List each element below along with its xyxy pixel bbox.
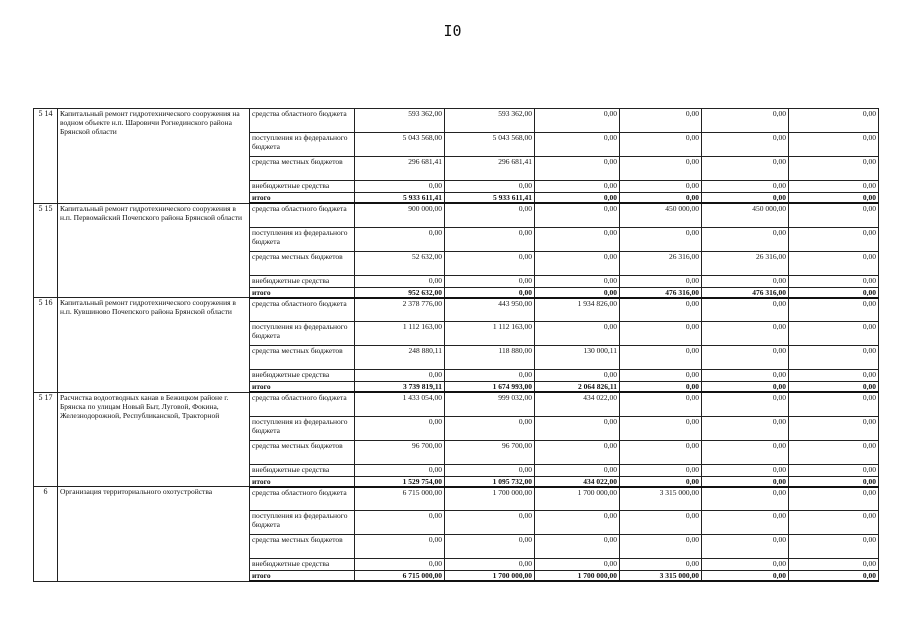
amount-cell: 1 112 163,00 bbox=[355, 322, 445, 346]
item-name: Расчистка водоотводных канав в Бежицком районе г. Брянска по улицам Новый Быт, Луговой, Фокина, Железнодорожной, Республиканской, Тракторной bbox=[58, 392, 250, 487]
amount-cell: 1 529 754,00 bbox=[355, 476, 445, 487]
amount-cell: 450 000,00 bbox=[620, 203, 702, 227]
amount-cell: 900 000,00 bbox=[355, 203, 445, 227]
amount-cell: 0,00 bbox=[620, 440, 702, 464]
item-number: 5 15 bbox=[34, 203, 58, 298]
amount-cell: 1 112 163,00 bbox=[445, 322, 535, 346]
amount-cell: 0,00 bbox=[789, 535, 879, 559]
amount-cell: 1 700 000,00 bbox=[535, 571, 620, 582]
funding-source: поступления из федерального бюджета bbox=[250, 133, 355, 157]
funding-source: внебюджетные средства bbox=[250, 464, 355, 476]
amount-cell: 0,00 bbox=[702, 382, 789, 393]
amount-cell: 0,00 bbox=[702, 487, 789, 511]
amount-cell: 0,00 bbox=[789, 464, 879, 476]
budget-table bbox=[33, 108, 879, 582]
funding-source: средства областного бюджета bbox=[250, 203, 355, 227]
amount-cell: 0,00 bbox=[789, 392, 879, 416]
amount-cell: 0,00 bbox=[620, 416, 702, 440]
amount-cell: 0,00 bbox=[535, 322, 620, 346]
amount-cell: 0,00 bbox=[789, 275, 879, 287]
amount-cell: 0,00 bbox=[789, 476, 879, 487]
item-number: 5 14 bbox=[34, 109, 58, 204]
amount-cell: 0,00 bbox=[355, 370, 445, 382]
amount-cell: 3 739 819,11 bbox=[355, 382, 445, 393]
amount-cell: 0,00 bbox=[445, 511, 535, 535]
amount-cell: 450 000,00 bbox=[702, 203, 789, 227]
amount-cell: 0,00 bbox=[445, 275, 535, 287]
amount-cell: 0,00 bbox=[702, 571, 789, 582]
amount-cell: 5 043 568,00 bbox=[355, 133, 445, 157]
table-row bbox=[34, 298, 879, 322]
amount-cell: 0,00 bbox=[789, 487, 879, 511]
amount-cell: 0,00 bbox=[620, 157, 702, 181]
amount-cell: 952 632,00 bbox=[355, 287, 445, 298]
amount-cell: 0,00 bbox=[445, 370, 535, 382]
funding-source: средства областного бюджета bbox=[250, 392, 355, 416]
amount-cell: 0,00 bbox=[535, 181, 620, 193]
funding-source: поступления из федерального бюджета bbox=[250, 322, 355, 346]
amount-cell: 1 934 826,00 bbox=[535, 298, 620, 322]
amount-cell: 130 000,11 bbox=[535, 346, 620, 370]
amount-cell: 0,00 bbox=[535, 193, 620, 204]
amount-cell: 0,00 bbox=[535, 511, 620, 535]
amount-cell: 3 315 000,00 bbox=[620, 487, 702, 511]
funding-source: средства местных бюджетов bbox=[250, 251, 355, 275]
amount-cell: 0,00 bbox=[535, 559, 620, 571]
amount-cell: 0,00 bbox=[535, 157, 620, 181]
amount-cell: 0,00 bbox=[535, 440, 620, 464]
amount-cell: 0,00 bbox=[789, 322, 879, 346]
funding-source: средства местных бюджетов bbox=[250, 440, 355, 464]
amount-cell: 0,00 bbox=[445, 287, 535, 298]
amount-cell: 0,00 bbox=[535, 535, 620, 559]
amount-cell: 476 316,00 bbox=[702, 287, 789, 298]
amount-cell: 248 880,11 bbox=[355, 346, 445, 370]
amount-cell: 0,00 bbox=[702, 181, 789, 193]
amount-cell: 0,00 bbox=[535, 464, 620, 476]
page-number: I0 bbox=[443, 22, 462, 40]
amount-cell: 2 378 776,00 bbox=[355, 298, 445, 322]
amount-cell: 0,00 bbox=[789, 287, 879, 298]
funding-source: средства областного бюджета bbox=[250, 487, 355, 511]
amount-cell: 0,00 bbox=[355, 464, 445, 476]
amount-cell: 1 700 000,00 bbox=[535, 487, 620, 511]
amount-cell: 0,00 bbox=[620, 193, 702, 204]
amount-cell: 0,00 bbox=[789, 571, 879, 582]
amount-cell: 0,00 bbox=[789, 109, 879, 133]
amount-cell: 0,00 bbox=[445, 535, 535, 559]
amount-cell: 0,00 bbox=[620, 133, 702, 157]
amount-cell: 0,00 bbox=[355, 181, 445, 193]
funding-source: итого bbox=[250, 287, 355, 298]
amount-cell: 0,00 bbox=[355, 535, 445, 559]
amount-cell: 5 933 611,41 bbox=[445, 193, 535, 204]
amount-cell: 6 715 000,00 bbox=[355, 487, 445, 511]
amount-cell: 0,00 bbox=[355, 275, 445, 287]
amount-cell: 0,00 bbox=[620, 181, 702, 193]
amount-cell: 0,00 bbox=[702, 227, 789, 251]
amount-cell: 0,00 bbox=[355, 511, 445, 535]
amount-cell: 0,00 bbox=[789, 193, 879, 204]
amount-cell: 0,00 bbox=[445, 227, 535, 251]
amount-cell: 0,00 bbox=[620, 346, 702, 370]
amount-cell: 0,00 bbox=[620, 392, 702, 416]
amount-cell: 1 674 993,00 bbox=[445, 382, 535, 393]
amount-cell: 118 880,00 bbox=[445, 346, 535, 370]
funding-source: средства областного бюджета bbox=[250, 109, 355, 133]
funding-source: итого bbox=[250, 382, 355, 393]
amount-cell: 296 681,41 bbox=[445, 157, 535, 181]
funding-source: средства местных бюджетов bbox=[250, 535, 355, 559]
table-row bbox=[34, 109, 879, 133]
amount-cell: 0,00 bbox=[620, 275, 702, 287]
amount-cell: 0,00 bbox=[535, 275, 620, 287]
amount-cell: 0,00 bbox=[620, 559, 702, 571]
amount-cell: 296 681,41 bbox=[355, 157, 445, 181]
amount-cell: 0,00 bbox=[535, 251, 620, 275]
amount-cell: 0,00 bbox=[535, 416, 620, 440]
amount-cell: 0,00 bbox=[702, 275, 789, 287]
amount-cell: 0,00 bbox=[535, 109, 620, 133]
funding-source: внебюджетные средства bbox=[250, 559, 355, 571]
amount-cell: 1 700 000,00 bbox=[445, 571, 535, 582]
amount-cell: 0,00 bbox=[620, 476, 702, 487]
amount-cell: 0,00 bbox=[702, 322, 789, 346]
amount-cell: 0,00 bbox=[789, 382, 879, 393]
amount-cell: 3 315 000,00 bbox=[620, 571, 702, 582]
amount-cell: 0,00 bbox=[620, 109, 702, 133]
amount-cell: 0,00 bbox=[620, 322, 702, 346]
amount-cell: 0,00 bbox=[702, 559, 789, 571]
amount-cell: 0,00 bbox=[702, 535, 789, 559]
funding-source: поступления из федерального бюджета bbox=[250, 416, 355, 440]
item-number: 5 17 bbox=[34, 392, 58, 487]
item-number: 5 16 bbox=[34, 298, 58, 393]
funding-source: средства местных бюджетов bbox=[250, 157, 355, 181]
amount-cell: 0,00 bbox=[702, 346, 789, 370]
amount-cell: 593 362,00 bbox=[355, 109, 445, 133]
amount-cell: 1 700 000,00 bbox=[445, 487, 535, 511]
funding-source: поступления из федерального бюджета bbox=[250, 227, 355, 251]
amount-cell: 6 715 000,00 bbox=[355, 571, 445, 582]
amount-cell: 52 632,00 bbox=[355, 251, 445, 275]
funding-source: внебюджетные средства bbox=[250, 181, 355, 193]
funding-source: средства местных бюджетов bbox=[250, 346, 355, 370]
amount-cell: 0,00 bbox=[702, 370, 789, 382]
amount-cell: 0,00 bbox=[789, 511, 879, 535]
amount-cell: 2 064 826,11 bbox=[535, 382, 620, 393]
amount-cell: 0,00 bbox=[702, 440, 789, 464]
amount-cell: 999 032,00 bbox=[445, 392, 535, 416]
amount-cell: 0,00 bbox=[620, 227, 702, 251]
amount-cell: 0,00 bbox=[789, 157, 879, 181]
amount-cell: 0,00 bbox=[702, 464, 789, 476]
amount-cell: 0,00 bbox=[355, 227, 445, 251]
amount-cell: 434 022,00 bbox=[535, 392, 620, 416]
amount-cell: 0,00 bbox=[789, 203, 879, 227]
amount-cell: 0,00 bbox=[445, 416, 535, 440]
amount-cell: 0,00 bbox=[702, 133, 789, 157]
item-name: Капитальный ремонт гидротехнического сооружения в н.п. Кувшиново Почепского района Брянской области bbox=[58, 298, 250, 393]
amount-cell: 0,00 bbox=[702, 416, 789, 440]
amount-cell: 0,00 bbox=[789, 181, 879, 193]
table-row bbox=[34, 203, 879, 227]
amount-cell: 0,00 bbox=[355, 416, 445, 440]
amount-cell: 0,00 bbox=[620, 370, 702, 382]
amount-cell: 96 700,00 bbox=[355, 440, 445, 464]
amount-cell: 0,00 bbox=[445, 203, 535, 227]
funding-source: итого bbox=[250, 476, 355, 487]
funding-source: средства областного бюджета bbox=[250, 298, 355, 322]
table-row bbox=[34, 392, 879, 416]
amount-cell: 5 933 611,41 bbox=[355, 193, 445, 204]
amount-cell: 0,00 bbox=[702, 157, 789, 181]
amount-cell: 1 095 732,00 bbox=[445, 476, 535, 487]
amount-cell: 0,00 bbox=[620, 464, 702, 476]
amount-cell: 0,00 bbox=[445, 251, 535, 275]
amount-cell: 0,00 bbox=[789, 298, 879, 322]
budget-table-body bbox=[34, 109, 879, 582]
amount-cell: 0,00 bbox=[789, 133, 879, 157]
amount-cell: 476 316,00 bbox=[620, 287, 702, 298]
amount-cell: 0,00 bbox=[620, 535, 702, 559]
item-name: Капитальный ремонт гидротехнического сооружения в н.п. Первомайский Почепского района Брянской области bbox=[58, 203, 250, 298]
amount-cell: 0,00 bbox=[702, 476, 789, 487]
item-name: Капитальный ремонт гидротехнического сооружения на водном объекте н.п. Шаровичи Рогнединского района Брянской области bbox=[58, 109, 250, 204]
amount-cell: 0,00 bbox=[535, 227, 620, 251]
amount-cell: 0,00 bbox=[445, 181, 535, 193]
amount-cell: 0,00 bbox=[535, 287, 620, 298]
amount-cell: 0,00 bbox=[445, 559, 535, 571]
amount-cell: 0,00 bbox=[620, 298, 702, 322]
funding-source: итого bbox=[250, 571, 355, 582]
amount-cell: 0,00 bbox=[620, 382, 702, 393]
funding-source: поступления из федерального бюджета bbox=[250, 511, 355, 535]
amount-cell: 0,00 bbox=[789, 346, 879, 370]
amount-cell: 0,00 bbox=[702, 193, 789, 204]
amount-cell: 0,00 bbox=[702, 298, 789, 322]
amount-cell: 0,00 bbox=[620, 511, 702, 535]
amount-cell: 0,00 bbox=[535, 133, 620, 157]
amount-cell: 593 362,00 bbox=[445, 109, 535, 133]
amount-cell: 96 700,00 bbox=[445, 440, 535, 464]
amount-cell: 434 022,00 bbox=[535, 476, 620, 487]
amount-cell: 0,00 bbox=[702, 109, 789, 133]
amount-cell: 1 433 054,00 bbox=[355, 392, 445, 416]
amount-cell: 0,00 bbox=[789, 440, 879, 464]
table-row bbox=[34, 487, 879, 511]
funding-source: внебюджетные средства bbox=[250, 275, 355, 287]
amount-cell: 5 043 568,00 bbox=[445, 133, 535, 157]
amount-cell: 0,00 bbox=[445, 464, 535, 476]
amount-cell: 0,00 bbox=[789, 227, 879, 251]
amount-cell: 26 316,00 bbox=[620, 251, 702, 275]
amount-cell: 0,00 bbox=[789, 416, 879, 440]
amount-cell: 0,00 bbox=[789, 251, 879, 275]
funding-source: внебюджетные средства bbox=[250, 370, 355, 382]
amount-cell: 0,00 bbox=[355, 559, 445, 571]
funding-source: итого bbox=[250, 193, 355, 204]
amount-cell: 0,00 bbox=[702, 511, 789, 535]
amount-cell: 0,00 bbox=[535, 203, 620, 227]
item-name: Организация территориального охотустройства bbox=[58, 487, 250, 582]
amount-cell: 0,00 bbox=[789, 559, 879, 571]
amount-cell: 0,00 bbox=[702, 392, 789, 416]
item-number: 6 bbox=[34, 487, 58, 582]
amount-cell: 26 316,00 bbox=[702, 251, 789, 275]
amount-cell: 0,00 bbox=[535, 370, 620, 382]
amount-cell: 0,00 bbox=[789, 370, 879, 382]
amount-cell: 443 950,00 bbox=[445, 298, 535, 322]
